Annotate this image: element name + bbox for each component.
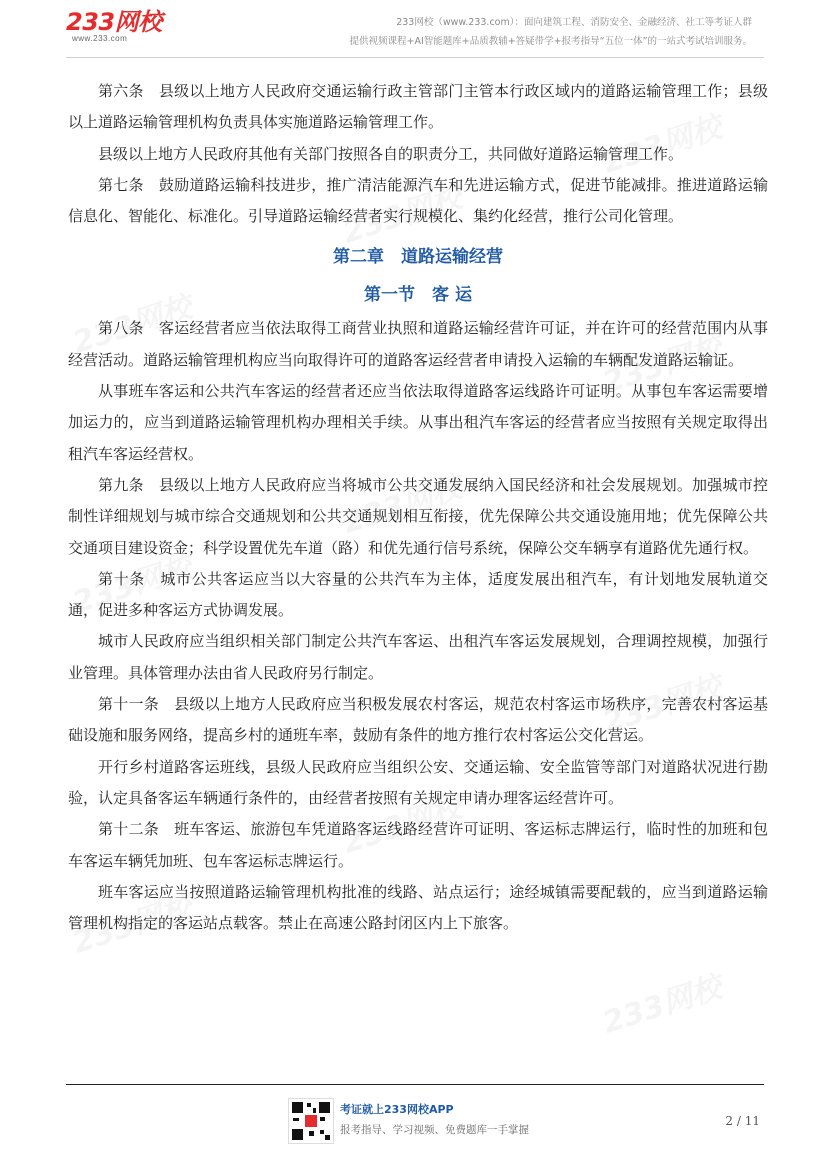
header-info-line1: 233网校（www.233.com）：面向建筑工程、消防安全、金融经济、社工等考证人群 — [396, 17, 752, 28]
page-header — [0, 0, 830, 58]
paragraph: 城市人民政府应当组织相关部门制定公共汽车客运、出租汽车客运发展规划，合理调控规模，加强行业管理。具体管理办法由省人民政府另行制定。 — [68, 632, 768, 682]
paragraph: 开行乡村道路客运班线，县级人民政府应当组织公安、交通运输、安全监管等部门对道路状况进行勘验，认定具备客运车辆通行条件的，由经营者按照有关规定申请办理客运经营许可。 — [68, 757, 768, 807]
paragraph: 班车客运应当按照道路运输管理机构批准的线路、站点运行；途经城镇需要配载的，应当到道路运输管理机构指定的客运站点载客。禁止在高速公路封闭区内上下旅客。 — [68, 882, 768, 933]
qr-logo-icon — [305, 1115, 317, 1127]
paragraph-article-9: 第九条 县级以上地方人民政府应当将城市公共交通发展纳入国民经济和社会发展规划。加强城市控制性详细规划与城市综合交通规划和公共交通规划相互衔接，优先保障公共交通设施用地；优先保障公共交通项目建设资金；科学设置优先车道（路）和优先通行信号系统，保障公交车辆享有道路优先通行权。 — [68, 475, 768, 557]
logo-text: 233网校 — [66, 8, 162, 36]
paragraph: 县级以上地方人民政府其他有关部门按照各自的职责分工，共同做好道路运输管理工作。 — [98, 144, 684, 163]
logo-url: www.233.com — [72, 34, 128, 43]
header-info-line2: 提供视频课程+AI智能题库+品质教辅+答疑带学+报考指导“五位一体”的一站式考试培训服务。 — [349, 36, 752, 47]
header-info — [350, 13, 753, 51]
paragraph-article-6: 第六条 县级以上地方人民政府交通运输行政主管部门主管本行政区域内的道路运输管理工作；县级以上道路运输管理机构负责具体实施道路运输管理工作。 — [68, 82, 768, 132]
chapter-title: 第二章 道路运输经营 — [333, 247, 503, 268]
paragraph: 从事班车客运和公共汽车客运的经营者还应当依法取得道路客运线路许可证明。从事包车客运需要增加运力的，应当到道路运输管理机构办理相关手续。从事出租汽车客运的经营者应当按照有关规定取得出租汽车客运经营权。 — [68, 382, 768, 463]
paragraph-article-12: 第十二条 班车客运、旅游包车凭道路客运线路经营许可证明、客运标志牌运行，临时性的加班和包车客运车辆凭加班、包车客运标志牌运行。 — [68, 820, 768, 870]
header-divider — [66, 57, 764, 58]
paragraph-article-8: 第八条 客运经营者应当依法取得工商营业执照和道路运输经营许可证，并在许可的经营范围内从事经营活动。道路运输管理机构应当向取得许可的道路客运经营者申请投入运输的车辆配发道路运输证。 — [68, 319, 768, 369]
brand-logo — [66, 10, 166, 44]
paragraph-article-10: 第十条 城市公共客运应当以大容量的公共汽车为主体，适度发展出租汽车，有计划地发展轨道交通，促进多种客运方式协调发展。 — [68, 569, 768, 620]
footer-app-subtitle: 报考指导、学习视频、免费题库一手掌握 — [340, 1124, 529, 1136]
footer-app-title: 考证就上233网校APP — [340, 1103, 454, 1116]
qr-code-icon — [288, 1098, 334, 1144]
watermark — [596, 962, 726, 1042]
paragraph-article-7: 第七条 鼓励道路运输科技进步，推广清洁能源汽车和先进运输方式，促进节能减排。推进道路运输信息化、智能化、标准化。引导道路运输经营者实行规模化、集约化经营，推行公司化管理。 — [68, 175, 768, 226]
paragraph-article-11: 第十一条 县级以上地方人民政府应当积极发展农村客运，规范农村客运市场秩序，完善农村客运基础设施和服务网络，提高乡村的通班车率，鼓励有条件的地方推行农村客运公交化营运。 — [68, 695, 768, 745]
document-body — [68, 76, 768, 939]
page-number: 2 / 11 — [725, 1114, 760, 1128]
footer-divider — [66, 1084, 764, 1085]
section-title: 第一节 客 运 — [364, 285, 472, 306]
